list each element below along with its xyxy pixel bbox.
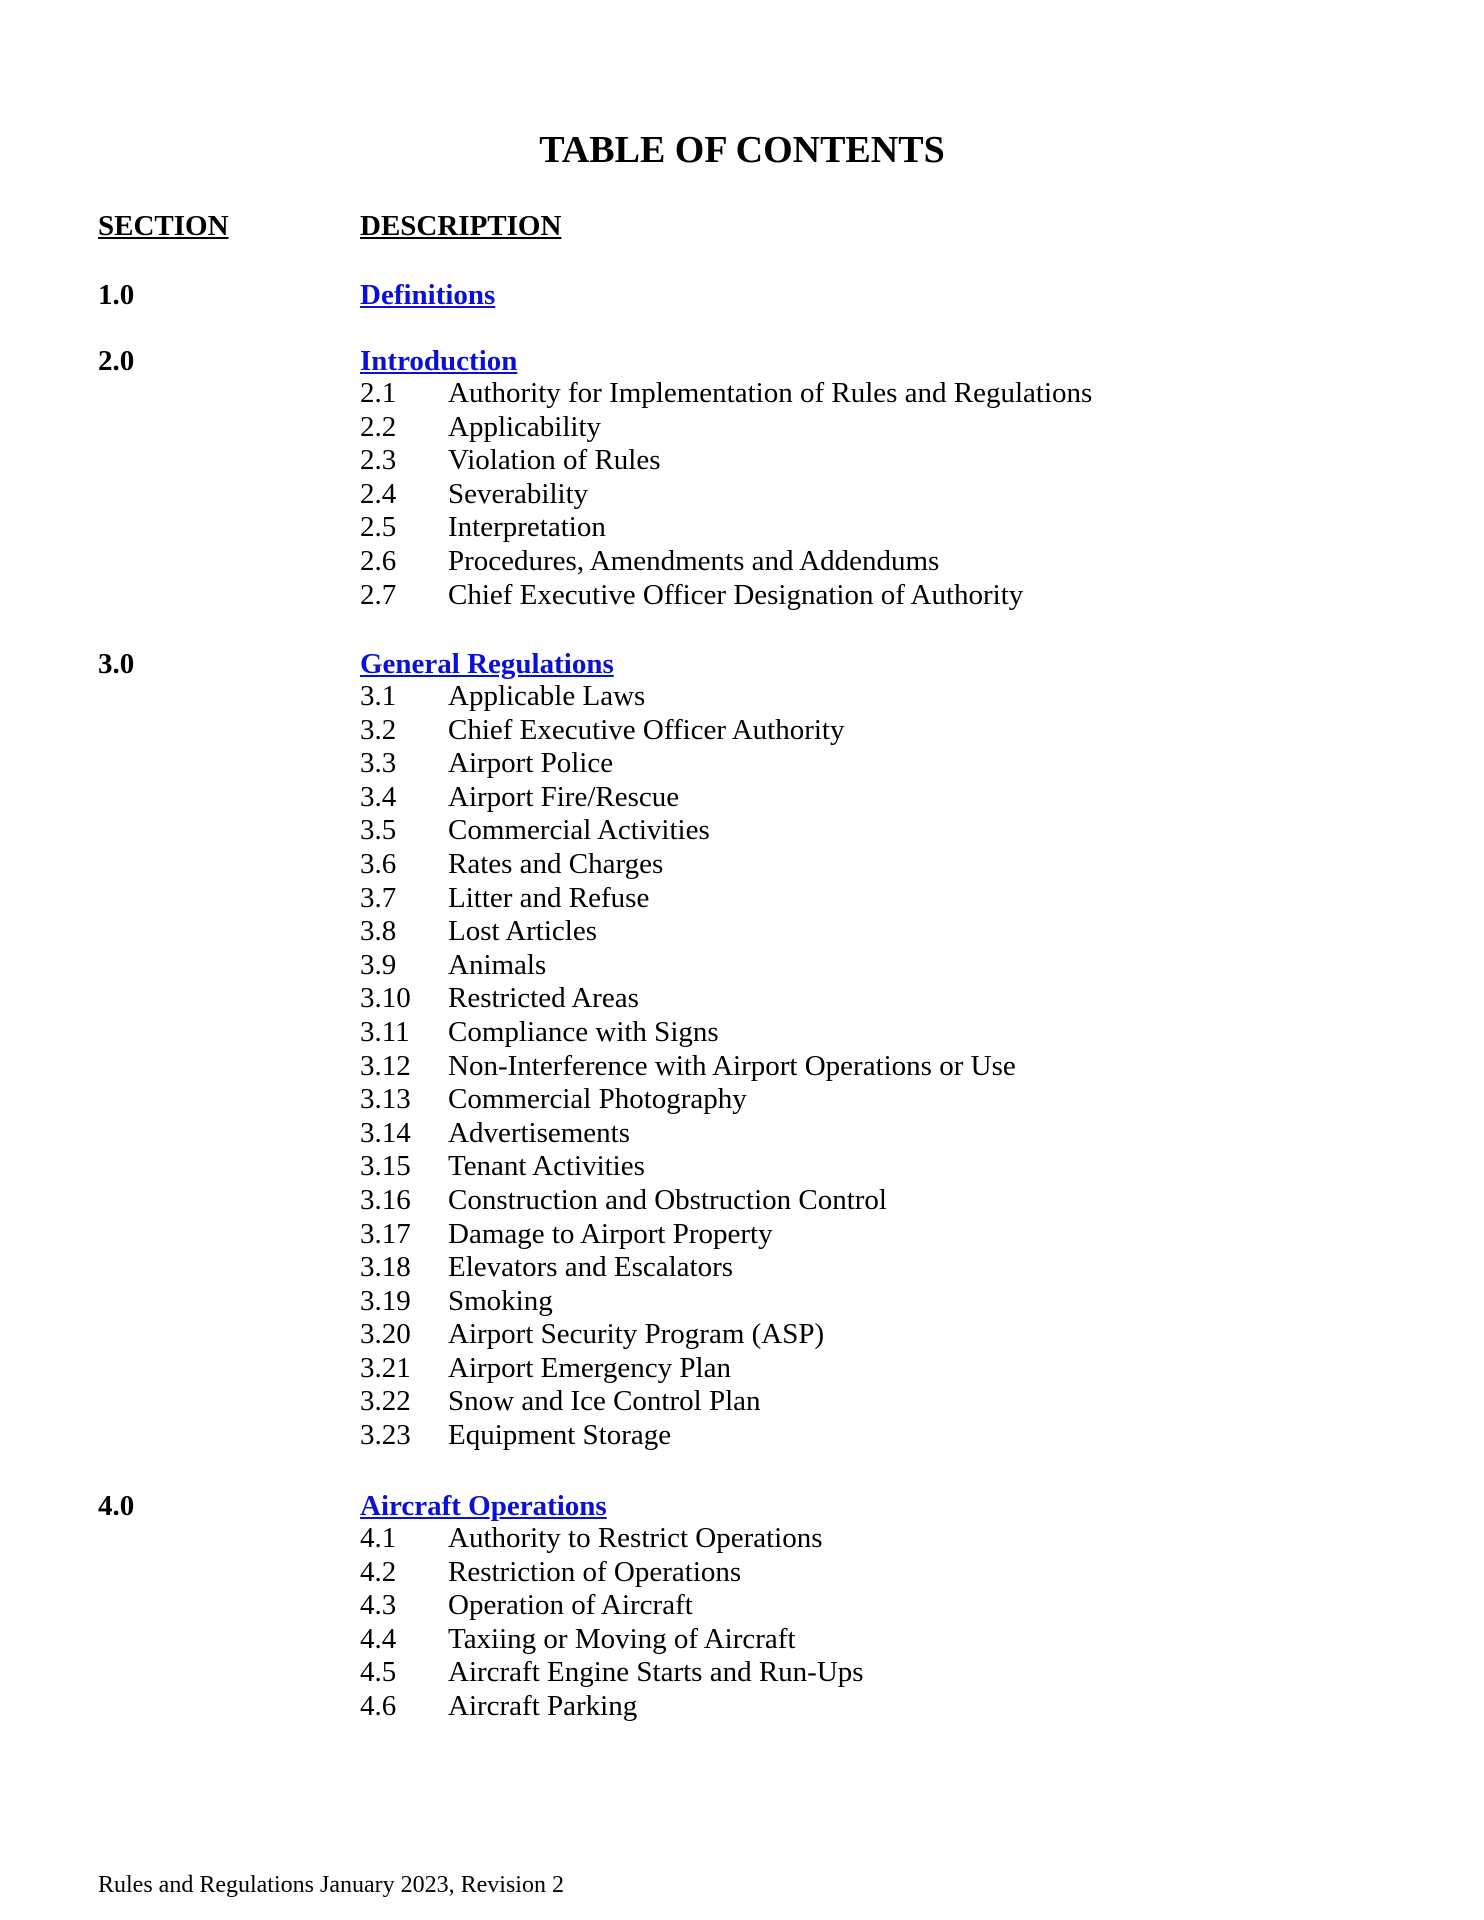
subsection-title: Taxiing or Moving of Aircraft (448, 1622, 796, 1655)
page-footer: Rules and Regulations January 2023, Revision 2 (98, 1872, 564, 1898)
subsection-title: Litter and Refuse (448, 881, 650, 914)
subsection-number: 4.1 (360, 1522, 397, 1554)
subsection-title: Commercial Activities (448, 814, 710, 847)
section-column-header: SECTION (98, 210, 229, 242)
section-title-link[interactable]: Introduction (360, 345, 518, 377)
subsection-number: 2.5 (360, 511, 397, 544)
subsection-title: Airport Fire/Rescue (448, 780, 680, 813)
subsection-number: 3.8 (360, 915, 397, 948)
subsection-number: 4.3 (360, 1589, 397, 1622)
description-column-header: DESCRIPTION (360, 210, 562, 242)
subsection-title: Elevators and Escalators (448, 1251, 734, 1284)
subsection-number: 3.15 (360, 1150, 411, 1183)
subsection-number: 3.14 (360, 1116, 411, 1149)
section-title-link[interactable]: Aircraft Operations (360, 1490, 607, 1522)
subsection-number: 3.9 (360, 948, 397, 981)
subsection-title: Airport Emergency Plan (448, 1351, 731, 1384)
subsection-title: Tenant Activities (448, 1150, 645, 1183)
subsection-number: 2.3 (360, 444, 397, 477)
subsection-number: 4.6 (360, 1689, 397, 1722)
subsection-number: 3.1 (360, 680, 397, 712)
subsection-number: 3.5 (360, 814, 397, 847)
subsection-number: 3.16 (360, 1183, 411, 1216)
subsection-number: 2.7 (360, 578, 397, 611)
subsection-title: Chief Executive Officer Authority (448, 713, 845, 746)
section-number: 2.0 (98, 345, 135, 377)
subsection-title: Operation of Aircraft (448, 1589, 693, 1622)
subsection-title: Snow and Ice Control Plan (448, 1385, 761, 1418)
subsection-number: 3.11 (360, 1015, 410, 1048)
subsection-title: Advertisements (448, 1116, 631, 1149)
subsection-title: Authority for Implementation of Rules and Regulations (448, 377, 1093, 409)
subsection-title: Restricted Areas (448, 982, 639, 1015)
subsection-title: Equipment Storage (448, 1419, 672, 1452)
subsection-number: 3.12 (360, 1049, 411, 1082)
subsection-title: Applicable Laws (448, 680, 646, 712)
subsection-title: Severability (448, 477, 589, 510)
section-number: 3.0 (98, 648, 135, 680)
subsection-number: 3.13 (360, 1083, 411, 1116)
subsection-title: Authority to Restrict Operations (448, 1522, 823, 1554)
subsection-title: Commercial Photography (448, 1083, 747, 1116)
page-title: TABLE OF CONTENTS (539, 129, 945, 171)
section-number: 1.0 (98, 279, 135, 311)
subsection-title: Animals (448, 948, 547, 981)
subsection-title: Rates and Charges (448, 847, 664, 880)
subsection-title: Aircraft Parking (448, 1689, 638, 1722)
subsection-number: 4.5 (360, 1656, 397, 1689)
subsection-number: 3.2 (360, 713, 397, 746)
subsection-title: Airport Police (448, 747, 614, 780)
subsection-number: 3.10 (360, 982, 411, 1015)
subsection-number: 4.4 (360, 1622, 397, 1655)
subsection-number: 3.7 (360, 881, 397, 914)
subsection-number: 2.1 (360, 377, 397, 409)
section-title-link[interactable]: General Regulations (360, 648, 614, 680)
subsection-title: Damage to Airport Property (448, 1217, 773, 1250)
subsection-number: 3.3 (360, 747, 397, 780)
subsection-title: Compliance with Signs (448, 1015, 719, 1048)
subsection-number: 2.6 (360, 544, 397, 577)
subsection-title: Procedures, Amendments and Addendums (448, 544, 940, 577)
subsection-number: 3.18 (360, 1251, 411, 1284)
section-title-link[interactable]: Definitions (360, 279, 496, 311)
subsection-number: 3.19 (360, 1284, 411, 1317)
subsection-number: 2.2 (360, 410, 397, 443)
subsection-title: Construction and Obstruction Control (448, 1183, 887, 1216)
subsection-title: Aircraft Engine Starts and Run-Ups (448, 1656, 864, 1689)
subsection-number: 3.6 (360, 847, 397, 880)
subsection-title: Applicability (448, 410, 602, 443)
subsection-number: 3.22 (360, 1385, 411, 1418)
subsection-title: Chief Executive Officer Designation of Authority (448, 578, 1024, 611)
subsection-number: 3.20 (360, 1318, 411, 1351)
subsection-number: 3.4 (360, 780, 397, 813)
subsection-number: 3.17 (360, 1217, 411, 1250)
subsection-number: 4.2 (360, 1555, 397, 1588)
subsection-title: Airport Security Program (ASP) (448, 1318, 825, 1351)
subsection-title: Smoking (448, 1284, 553, 1317)
subsection-title: Non-Interference with Airport Operations or Use (448, 1049, 1016, 1082)
subsection-title: Lost Articles (448, 915, 598, 948)
subsection-number: 3.23 (360, 1419, 411, 1452)
subsection-number: 2.4 (360, 477, 397, 510)
subsection-number: 3.21 (360, 1351, 411, 1384)
subsection-title: Interpretation (448, 511, 606, 544)
subsection-title: Restriction of Operations (448, 1555, 742, 1588)
subsection-title: Violation of Rules (448, 444, 661, 477)
section-number: 4.0 (98, 1490, 135, 1522)
